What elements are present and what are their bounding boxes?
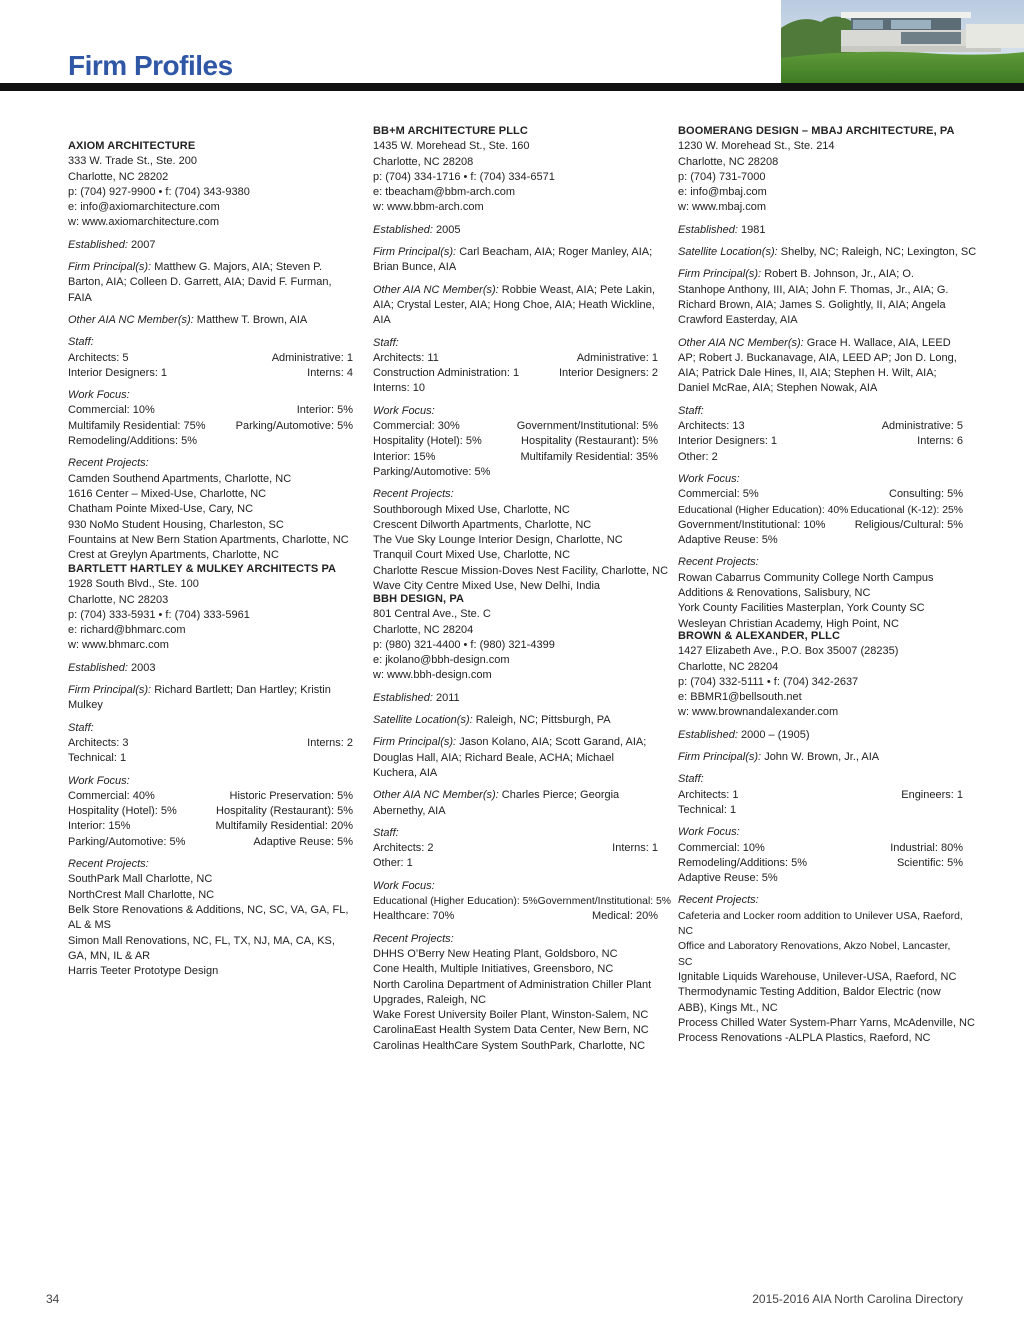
- established-value: 2005: [436, 223, 461, 236]
- focus-left: Educational (Higher Education): 40%: [678, 504, 849, 516]
- principals-value: John W. Brown, Jr., AIA: [764, 751, 880, 764]
- focus-right: Multifamily Residential: 20%: [215, 820, 353, 833]
- focus-right: Medical: 20%: [591, 910, 658, 923]
- firm-profile-bbm: [373, 124, 669, 594]
- staff-right: Engineers: 1: [901, 788, 963, 801]
- focus-left: Commercial: 10%: [68, 404, 155, 417]
- firm-address: 1435 W. Morehead St., Ste. 160: [373, 140, 530, 153]
- focus-row: [678, 518, 963, 533]
- firm-profile-bbh: [373, 592, 672, 1054]
- firm-website: w: www.mbaj.com: [678, 201, 767, 214]
- other-members-row: [678, 336, 963, 397]
- staff-row: [678, 788, 963, 803]
- firm-phone: p: (704) 333-5931 • f: (704) 333-5961: [68, 608, 250, 621]
- focus-left: Commercial: 30%: [373, 420, 460, 433]
- staff-row: [678, 419, 963, 434]
- staff-left: Architects: 3: [68, 736, 129, 749]
- firm-city: Charlotte, NC 28204: [678, 660, 779, 673]
- firm-email: e: info@axiomarchitecture.com: [68, 201, 220, 214]
- focus-left: Remodeling/Additions: 5%: [68, 435, 198, 448]
- established-row: [678, 728, 963, 743]
- project-item: Wave City Centre Mixed Use, New Delhi, India: [373, 580, 601, 593]
- principals-label: Firm Principal(s):: [68, 261, 152, 274]
- focus-right: Interior: 5%: [296, 404, 353, 417]
- project-item: Wake Forest University Boiler Plant, Winston-Salem, NC: [373, 1009, 649, 1022]
- staff-left: Technical: 1: [68, 752, 127, 765]
- focus-row: [373, 894, 672, 909]
- project-item: Thermodynamic Testing Addition, Baldor Electric (now ABB), Kings Mt., NC: [678, 986, 941, 1014]
- staff-left: Interns: 10: [373, 382, 425, 395]
- focus-left: Adaptive Reuse: 5%: [678, 534, 778, 547]
- established-label: Established:: [373, 223, 433, 236]
- staff-left: Other: 2: [678, 450, 718, 463]
- project-item: York County Facilities Masterplan, York County SC: [678, 602, 925, 615]
- focus-right: Historic Preservation: 5%: [229, 789, 353, 802]
- staff-left: Architects: 5: [68, 351, 129, 364]
- focus-row: [68, 835, 353, 850]
- staff-label: Staff:: [678, 404, 704, 417]
- project-item: Camden Southend Apartments, Charlotte, NC: [68, 472, 292, 485]
- recent-projects-label: Recent Projects:: [68, 858, 149, 871]
- project-item: Ignitable Liquids Warehouse, Unilever-USA, Raeford, NC: [678, 970, 957, 983]
- established-value: 2011: [436, 691, 460, 704]
- project-item: North Carolina Department of Administration Chiller Plant Upgrades, Raleigh, NC: [373, 978, 652, 1006]
- staff-label: Staff:: [68, 336, 94, 349]
- building-photo-illustration: [781, 0, 1024, 83]
- staff-left: Architects: 1: [678, 788, 739, 801]
- focus-left: Interior: 15%: [68, 820, 131, 833]
- firm-name: BARTLETT HARTLEY & MULKEY ARCHITECTS PA: [68, 563, 337, 575]
- firm-profile-boomerang: [678, 124, 977, 632]
- publication-footer: 2015-2016 AIA North Carolina Directory: [752, 1292, 963, 1306]
- focus-right: Scientific: 5%: [896, 856, 963, 869]
- firm-profile-bhm: [68, 562, 353, 979]
- established-value: 2007: [131, 238, 156, 251]
- principals-label: Firm Principal(s):: [678, 751, 762, 764]
- focus-row: [68, 434, 353, 449]
- focus-row: [68, 819, 353, 834]
- staff-row: [373, 856, 658, 871]
- other-members-row: [373, 788, 658, 819]
- project-item: Office and Laboratory Renovations, Akzo Nobel, Lancaster, SC: [678, 941, 951, 968]
- project-item: Belk Store Renovations & Additions, NC, SC, VA, GA, FL, AL & MS: [68, 903, 349, 932]
- staff-right: Interns: 4: [307, 366, 353, 379]
- project-item: Charlotte Rescue Mission-Doves Nest Facility, Charlotte, NC: [373, 564, 669, 577]
- header-building-photo: [781, 0, 1024, 83]
- focus-right: Educational (K-12): 25%: [850, 504, 963, 516]
- staff-row: [373, 351, 658, 366]
- staff-left: Architects: 13: [678, 420, 745, 433]
- firm-phone: p: (704) 334-1716 • f: (704) 334-6571: [373, 170, 555, 183]
- project-item: Crest at Greylyn Apartments, Charlotte, NC: [68, 549, 279, 562]
- focus-row: [68, 789, 353, 804]
- project-item: Chatham Pointe Mixed-Use, Cary, NC: [68, 503, 254, 516]
- staff-row: [678, 803, 963, 818]
- other-members-value: Charles Pierce; Georgia Abernethy, AIA: [373, 789, 620, 817]
- firm-phone: p: (704) 927-9900 • f: (704) 343-9380: [68, 185, 250, 198]
- focus-row: [68, 419, 353, 434]
- project-item: NorthCrest Mall Charlotte, NC: [68, 888, 215, 901]
- established-row: [68, 238, 353, 253]
- firm-website: w: www.brownandalexander.com: [678, 706, 839, 719]
- firm-email: e: richard@bhmarc.com: [68, 624, 186, 637]
- focus-row: [678, 871, 963, 886]
- firm-profile-brown-alexander: [678, 629, 975, 1046]
- focus-left: Remodeling/Additions: 5%: [678, 856, 808, 869]
- focus-row: [373, 419, 658, 434]
- other-members-row: [373, 283, 658, 329]
- satellite-value: Raleigh, NC; Pittsburgh, PA: [475, 714, 611, 727]
- established-label: Established:: [68, 661, 128, 674]
- principals-value: Carl Beacham, AIA; Roger Manley, AIA; Brian Bunce, AIA: [373, 246, 653, 274]
- project-item: Crescent Dilworth Apartments, Charlotte, NC: [373, 518, 592, 531]
- other-members-value: Matthew T. Brown, AIA: [196, 313, 308, 326]
- staff-row: [373, 841, 658, 856]
- principals-row: [373, 245, 658, 276]
- staff-left: Interior Designers: 1: [68, 366, 168, 379]
- established-value: 2000 – (1905): [741, 728, 810, 741]
- firm-website: w: www.axiomarchitecture.com: [68, 216, 219, 229]
- project-item: Cafeteria and Locker room addition to Unilever USA, Raeford, NC: [678, 910, 963, 938]
- project-item: Wesleyan Christian Academy, High Point, NC: [678, 617, 899, 630]
- project-item: DHHS O’Berry New Heating Plant, Goldsboro, NC: [373, 947, 618, 960]
- focus-left: Adaptive Reuse: 5%: [678, 872, 778, 885]
- focus-row: [678, 503, 963, 518]
- principals-value: Robert B. Johnson, Jr., AIA; O. Stanhope Anthony, III, AIA; John F. Thomas, Jr., AIA; G. Richard Brown, AIA; James S. Golightly, II, AIA; Angela Crawford Easterday, AIA: [678, 268, 949, 327]
- firm-city: Charlotte, NC 28202: [68, 170, 169, 183]
- principals-row: [678, 750, 963, 765]
- firm-website: w: www.bhmarc.com: [68, 639, 169, 652]
- firm-email: e: info@mbaj.com: [678, 186, 767, 199]
- principals-row: [68, 683, 353, 714]
- satellite-value: Shelby, NC; Raleigh, NC; Lexington, SC: [780, 246, 977, 259]
- focus-row: [373, 434, 658, 449]
- focus-right: Industrial: 80%: [890, 841, 963, 854]
- staff-label: Staff:: [678, 773, 704, 786]
- recent-projects-label: Recent Projects:: [373, 932, 454, 945]
- project-item: CarolinaEast Health System Data Center, New Bern, NC: [373, 1024, 649, 1037]
- project-item: Carolinas HealthCare System SouthPark, Charlotte, NC: [373, 1039, 646, 1052]
- staff-right: Interior Designers: 2: [558, 367, 658, 380]
- project-item: Southborough Mixed Use, Charlotte, NC: [373, 503, 570, 516]
- header-rule: [0, 83, 1024, 91]
- focus-left: Hospitality (Hotel): 5%: [68, 805, 177, 818]
- established-value: 2003: [131, 661, 156, 674]
- focus-left: Government/Institutional: 10%: [678, 518, 826, 531]
- work-focus-label: Work Focus:: [373, 879, 435, 892]
- focus-right: Government/Institutional: 5%: [537, 896, 672, 908]
- firm-city: Charlotte, NC 28208: [678, 155, 779, 168]
- principals-value: Jason Kolano, AIA; Scott Garand, AIA; Douglas Hall, AIA; Richard Beale, ACHA; Michael Kuchera, AIA: [373, 736, 647, 779]
- staff-label: Staff:: [68, 721, 94, 734]
- staff-right: Interns: 2: [307, 736, 353, 749]
- firm-city: Charlotte, NC 28203: [68, 593, 169, 606]
- firm-phone: p: (704) 731-7000: [678, 170, 766, 183]
- staff-right: Administrative: 5: [881, 420, 963, 433]
- focus-left: Parking/Automotive: 5%: [68, 835, 186, 848]
- staff-right: Interns: 1: [612, 842, 658, 855]
- project-item: 930 NoMo Student Housing, Charleston, SC: [68, 518, 284, 531]
- focus-row: [68, 804, 353, 819]
- firm-name: BBH DESIGN, PA: [373, 593, 465, 605]
- other-members-label: Other AIA NC Member(s):: [678, 336, 804, 349]
- focus-row: [373, 450, 658, 465]
- satellite-label: Satellite Location(s):: [373, 714, 473, 727]
- staff-row: [678, 434, 963, 449]
- established-row: [678, 223, 963, 238]
- staff-row: [678, 450, 963, 465]
- project-item: Harris Teeter Prototype Design: [68, 965, 219, 978]
- principals-label: Firm Principal(s):: [373, 246, 457, 259]
- established-label: Established:: [678, 223, 738, 236]
- focus-right: Multifamily Residential: 35%: [520, 450, 658, 463]
- focus-right: Consulting: 5%: [889, 488, 963, 501]
- firm-email: e: BBMR1@bellsouth.net: [678, 691, 802, 704]
- firm-address: 1928 South Blvd., Ste. 100: [68, 578, 199, 591]
- established-label: Established:: [678, 728, 738, 741]
- other-members-label: Other AIA NC Member(s):: [373, 789, 499, 802]
- staff-row: [68, 366, 353, 381]
- work-focus-label: Work Focus:: [373, 404, 435, 417]
- firm-phone: p: (704) 332-5111 • f: (704) 342-2637: [678, 675, 859, 688]
- staff-right: Interns: 6: [917, 435, 963, 448]
- project-item: The Vue Sky Lounge Interior Design, Charlotte, NC: [373, 534, 623, 547]
- firm-name: AXIOM ARCHITECTURE: [68, 140, 196, 152]
- focus-row: [678, 533, 963, 548]
- project-item: Simon Mall Renovations, NC, FL, TX, NJ, MA, CA, KS, GA, MN, IL & AR: [68, 934, 335, 962]
- work-focus-label: Work Focus:: [678, 472, 740, 485]
- focus-right: Government/Institutional: 5%: [516, 420, 658, 433]
- firm-name: BB+M ARCHITECTURE PLLC: [373, 125, 528, 137]
- staff-right: Administrative: 1: [576, 351, 658, 364]
- staff-label: Staff:: [373, 336, 399, 349]
- satellite-row: [373, 713, 658, 728]
- recent-projects-label: Recent Projects:: [678, 556, 759, 569]
- focus-right: Parking/Automotive: 5%: [235, 419, 353, 432]
- firm-website: w: www.bbm-arch.com: [373, 201, 484, 214]
- staff-right: Administrative: 1: [271, 351, 353, 364]
- project-item: Process Chilled Water System-Pharr Yarns, McAdenville, NC: [678, 1016, 975, 1029]
- recent-projects-label: Recent Projects:: [373, 488, 454, 501]
- focus-right: Religious/Cultural: 5%: [854, 518, 963, 531]
- page-title: Firm Profiles: [68, 50, 233, 81]
- staff-row: [373, 381, 658, 396]
- other-members-value: Robbie Weast, AIA; Pete Lakin, AIA; Crystal Lester, AIA; Hong Choe, AIA; Heath Wickline, AIA: [373, 283, 656, 327]
- recent-projects-label: Recent Projects:: [678, 894, 759, 907]
- staff-left: Technical: 1: [678, 803, 737, 816]
- focus-row: [678, 487, 963, 502]
- focus-left: Educational (Higher Education): 5%: [373, 896, 538, 908]
- focus-left: Multifamily Residential: 75%: [68, 419, 206, 432]
- firm-name: BOOMERANG DESIGN – MBAJ ARCHITECTURE, PA: [678, 125, 955, 137]
- firm-city: Charlotte, NC 28208: [373, 155, 474, 168]
- focus-row: [373, 465, 658, 480]
- focus-left: Interior: 15%: [373, 450, 436, 463]
- principals-label: Firm Principal(s):: [678, 268, 762, 281]
- project-item: Rowan Cabarrus Community College North Campus Additions & Renovations, Salisbury, NC: [678, 571, 934, 600]
- focus-row: [678, 841, 963, 856]
- focus-left: Commercial: 10%: [678, 841, 765, 854]
- focus-row: [68, 403, 353, 418]
- staff-label: Staff:: [373, 826, 399, 839]
- principals-value: Richard Bartlett; Dan Hartley; Kristin Mulkey: [68, 684, 331, 712]
- principals-row: [68, 260, 353, 306]
- firm-address: 1230 W. Morehead St., Ste. 214: [678, 140, 835, 153]
- focus-left: Commercial: 5%: [678, 488, 759, 501]
- firm-address: 801 Central Ave., Ste. C: [373, 608, 491, 621]
- established-row: [68, 661, 353, 676]
- staff-left: Construction Administration: 1: [373, 367, 520, 380]
- principals-row: [678, 267, 963, 328]
- work-focus-label: Work Focus:: [678, 826, 740, 839]
- focus-row: [678, 856, 963, 871]
- recent-projects-label: Recent Projects:: [68, 457, 149, 470]
- firm-email: e: jkolano@bbh-design.com: [373, 654, 510, 667]
- other-members-row: [68, 313, 353, 328]
- work-focus-label: Work Focus:: [68, 774, 130, 787]
- focus-left: Hospitality (Hotel): 5%: [373, 435, 482, 448]
- staff-left: Architects: 2: [373, 842, 434, 855]
- firm-city: Charlotte, NC 28204: [373, 623, 474, 636]
- other-members-label: Other AIA NC Member(s):: [68, 313, 194, 326]
- focus-right: Adaptive Reuse: 5%: [253, 835, 353, 848]
- principals-label: Firm Principal(s):: [68, 684, 152, 697]
- project-item: Tranquil Court Mixed Use, Charlotte, NC: [373, 549, 571, 562]
- staff-left: Architects: 11: [373, 351, 439, 364]
- established-value: 1981: [741, 223, 766, 236]
- project-item: Fountains at New Bern Station Apartments, Charlotte, NC: [68, 533, 349, 546]
- established-label: Established:: [373, 691, 433, 704]
- staff-left: Other: 1: [373, 857, 413, 870]
- page-number: 34: [46, 1292, 60, 1306]
- project-item: Cone Health, Multiple Initiatives, Greensboro, NC: [373, 963, 614, 976]
- established-label: Established:: [68, 238, 128, 251]
- established-row: [373, 691, 658, 706]
- staff-left: Interior Designers: 1: [678, 435, 778, 448]
- principals-label: Firm Principal(s):: [373, 736, 457, 749]
- staff-row: [68, 351, 353, 366]
- other-members-label: Other AIA NC Member(s):: [373, 283, 499, 296]
- focus-left: Commercial: 40%: [68, 789, 155, 802]
- focus-right: Hospitality (Restaurant): 5%: [216, 805, 353, 818]
- firm-website: w: www.bbh-design.com: [373, 669, 492, 682]
- focus-row: [373, 909, 658, 924]
- established-row: [373, 223, 658, 238]
- satellite-label: Satellite Location(s):: [678, 246, 778, 259]
- staff-row: [68, 751, 353, 766]
- focus-left: Healthcare: 70%: [373, 910, 455, 923]
- staff-row: [373, 366, 658, 381]
- firm-phone: p: (980) 321-4400 • f: (980) 321-4399: [373, 638, 555, 651]
- work-focus-label: Work Focus:: [68, 389, 130, 402]
- satellite-row: [678, 245, 977, 260]
- other-members-value: Grace H. Wallace, AIA, LEED AP; Robert J. Buckanavage, AIA, LEED AP; Jon D. Long, AIA; Patrick Dale Hines, II, AIA; Stephen H. Wilt, AIA; Daniel McRae, AIA; Stephen Nowak, AIA: [678, 336, 957, 395]
- firm-email: e: tbeacham@bbm-arch.com: [373, 186, 516, 199]
- focus-left: Parking/Automotive: 5%: [373, 465, 491, 478]
- firm-name: BROWN & ALEXANDER, PLLC: [678, 630, 840, 642]
- principals-row: [373, 735, 658, 781]
- project-item: 1616 Center – Mixed-Use, Charlotte, NC: [68, 487, 267, 500]
- project-item: Process Renovations -ALPLA Plastics, Raeford, NC: [678, 1032, 931, 1045]
- project-item: SouthPark Mall Charlotte, NC: [68, 873, 213, 886]
- principals-value: Matthew G. Majors, AIA; Steven P. Barton, AIA; Colleen D. Garrett, AIA; David F. Furman, FAIA: [68, 261, 332, 304]
- focus-right: Hospitality (Restaurant): 5%: [521, 435, 658, 448]
- firm-profile-axiom: [68, 139, 353, 563]
- staff-row: [68, 736, 353, 751]
- firm-address: 333 W. Trade St., Ste. 200: [68, 155, 198, 168]
- firm-address: 1427 Elizabeth Ave., P.O. Box 35007 (28235): [678, 645, 899, 658]
